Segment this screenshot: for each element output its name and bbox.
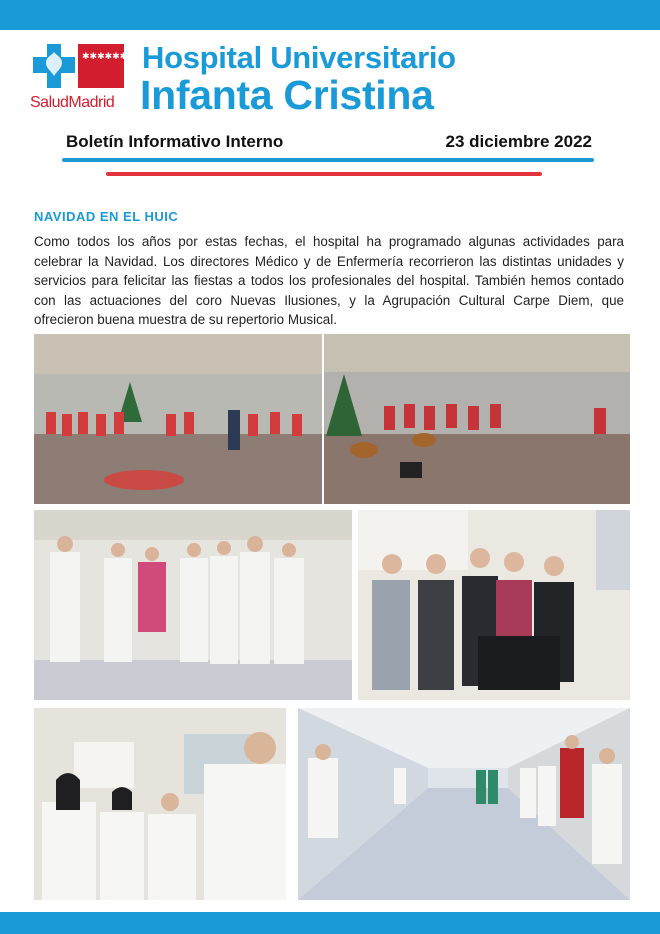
photo-nursing-station	[358, 510, 630, 700]
madrid-flag	[78, 44, 135, 88]
medical-cross-icon	[30, 42, 78, 90]
article-body: Como todos los años por estas fechas, el hospital ha programado algunas actividades para celebrar la Navidad. Los directores Médico y de Enfermería recorrieron las distintas unidades y servicios para felicitar las fiestas a todos los profesionales del hospital. También hemos contado con las actuaciones del coro Nuevas Ilusiones, y la Agrupación Cultural Carpe Diem, que ofrecieron buena muestra de su repertorio Musical.	[34, 234, 624, 327]
salud-madrid-wordmark	[30, 94, 114, 112]
section-title: NAVIDAD EN EL HUIC	[34, 209, 179, 224]
hospital-name-line2: Infanta Cristina	[140, 72, 434, 118]
header-rule-red	[106, 172, 542, 176]
brand-salud: Salud	[30, 94, 69, 111]
salud-madrid-logo	[30, 42, 135, 116]
bottom-banner	[0, 912, 660, 934]
header-rule-blue	[62, 158, 594, 162]
issue-date: 23 diciembre 2022	[445, 132, 592, 151]
hospital-name-line1: Hospital Universitario	[142, 40, 456, 75]
photo-corridor	[298, 708, 630, 900]
top-banner	[0, 0, 660, 30]
photo-choir	[34, 334, 322, 504]
brand-madrid: Madrid	[68, 94, 115, 111]
photo-doctor-visit	[34, 708, 286, 900]
photo-staff-group	[34, 510, 352, 700]
bulletin-label: Boletín Informativo Interno	[66, 132, 284, 151]
photo-band	[324, 334, 630, 504]
flag-stars: ✱✱✱✱✱✱✱	[82, 51, 135, 61]
